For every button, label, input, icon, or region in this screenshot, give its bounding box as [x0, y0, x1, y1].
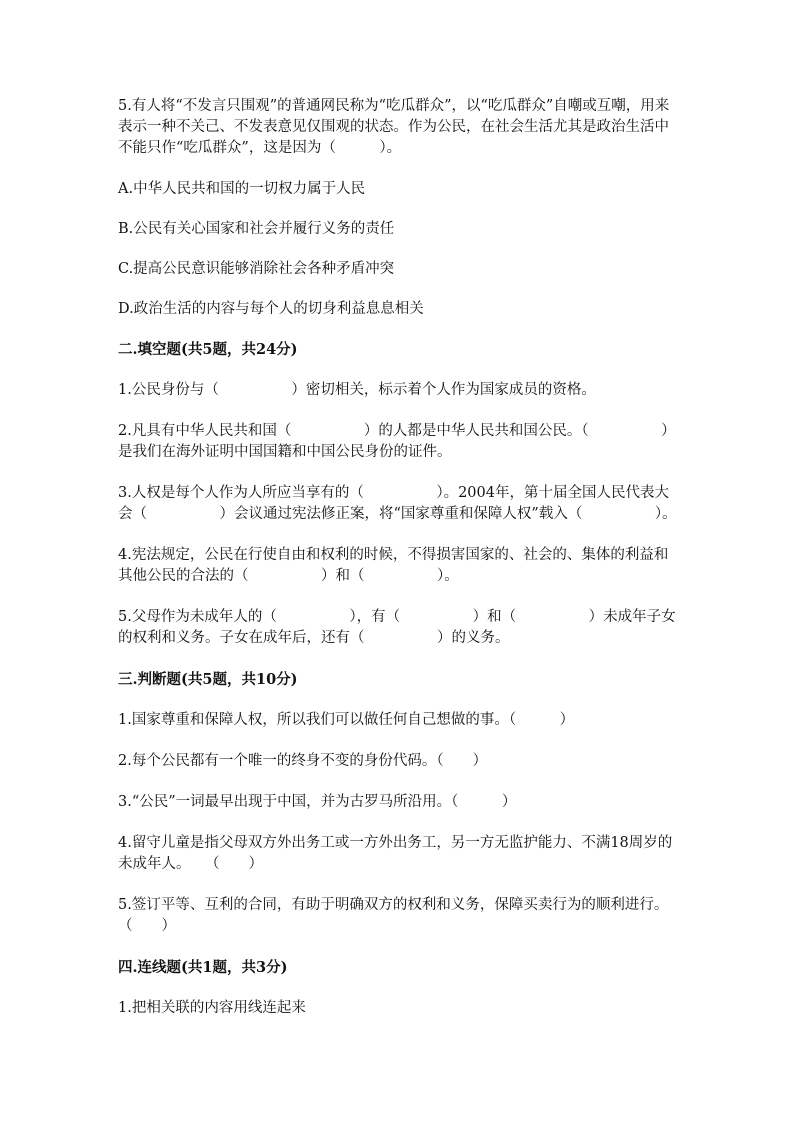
fill-question-1: 1.公民身份与（ ）密切相关，标示着个人作为国家成员的资格。 — [118, 382, 596, 398]
judge-question-2: 2.每个公民都有一个唯一的终身不变的身份代码。（ ） — [118, 753, 488, 769]
fill-question-5: 5.父母作为未成年人的（ ），有（ ）和（ ）未成年子女的权利和义务。子女在成年后，还有（ ）的义务。 — [118, 609, 676, 646]
section-heading-matching: 四.连线题(共1题，共3分) — [118, 959, 288, 976]
fill-question-3: 3.人权是每个人作为人所应当享有的（ ）。2004年，第十届全国人民代表大会（ ）会议通过宪法修正案，将“国家尊重和保障人权”载入（ ）。 — [118, 485, 677, 522]
mc-option-d: D.政治生活的内容与每个人的切身利益息息相关 — [118, 301, 424, 317]
section-heading-true-false: 三.判断题(共5题，共10分) — [118, 671, 298, 688]
judge-question-1: 1.国家尊重和保障人权，所以我们可以做任何自己想做的事。（ ） — [118, 712, 575, 728]
section-heading-fill-in: 二.填空题(共5题，共24分) — [118, 341, 298, 358]
mc-option-a: A.中华人民共和国的一切权力属于人民 — [118, 181, 366, 197]
mc-question-5-stem: 5.有人将“不发言只围观”的普通网民称为“吃瓜群众”，以“吃瓜群众”自嘲或互嘲，用来表示一种不关己、不发表意见仅围观的状态。作为公民，在社会生活尤其是政治生活中不能只作“吃瓜群众”，这是因为（ ）。 — [118, 98, 670, 156]
judge-question-5: 5.签订平等、互利的合同，有助于明确双方的权利和义务，保障买卖行为的顺利进行。（ ） — [118, 897, 669, 934]
match-question-1: 1.把相关联的内容用线连起来 — [118, 1000, 306, 1016]
fill-question-4: 4.宪法规定，公民在行使自由和权利的时候，不得损害国家的、社会的、集体的利益和其他公民的合法的（ ）和（ ）。 — [118, 547, 669, 584]
mc-option-c: C.提高公民意识能够消除社会各种矛盾冲突 — [118, 261, 395, 277]
judge-question-4: 4.留守儿童是指父母双方外出务工或一方外出务工，另一方无监护能力、不满18周岁的未成年人。 （ ） — [118, 835, 673, 872]
mc-option-b: B.公民有关心国家和社会并履行义务的责任 — [118, 221, 395, 237]
fill-question-2: 2.凡具有中华人民共和国（ ）的人都是中华人民共和国公民。（ ）是我们在海外证明中国国籍和中国公民身份的证件。 — [118, 423, 676, 460]
exam-page — [118, 96, 678, 1039]
judge-question-3: 3.“公民”一词最早出现于中国，并为古罗马所沿用。（ ） — [118, 794, 517, 810]
